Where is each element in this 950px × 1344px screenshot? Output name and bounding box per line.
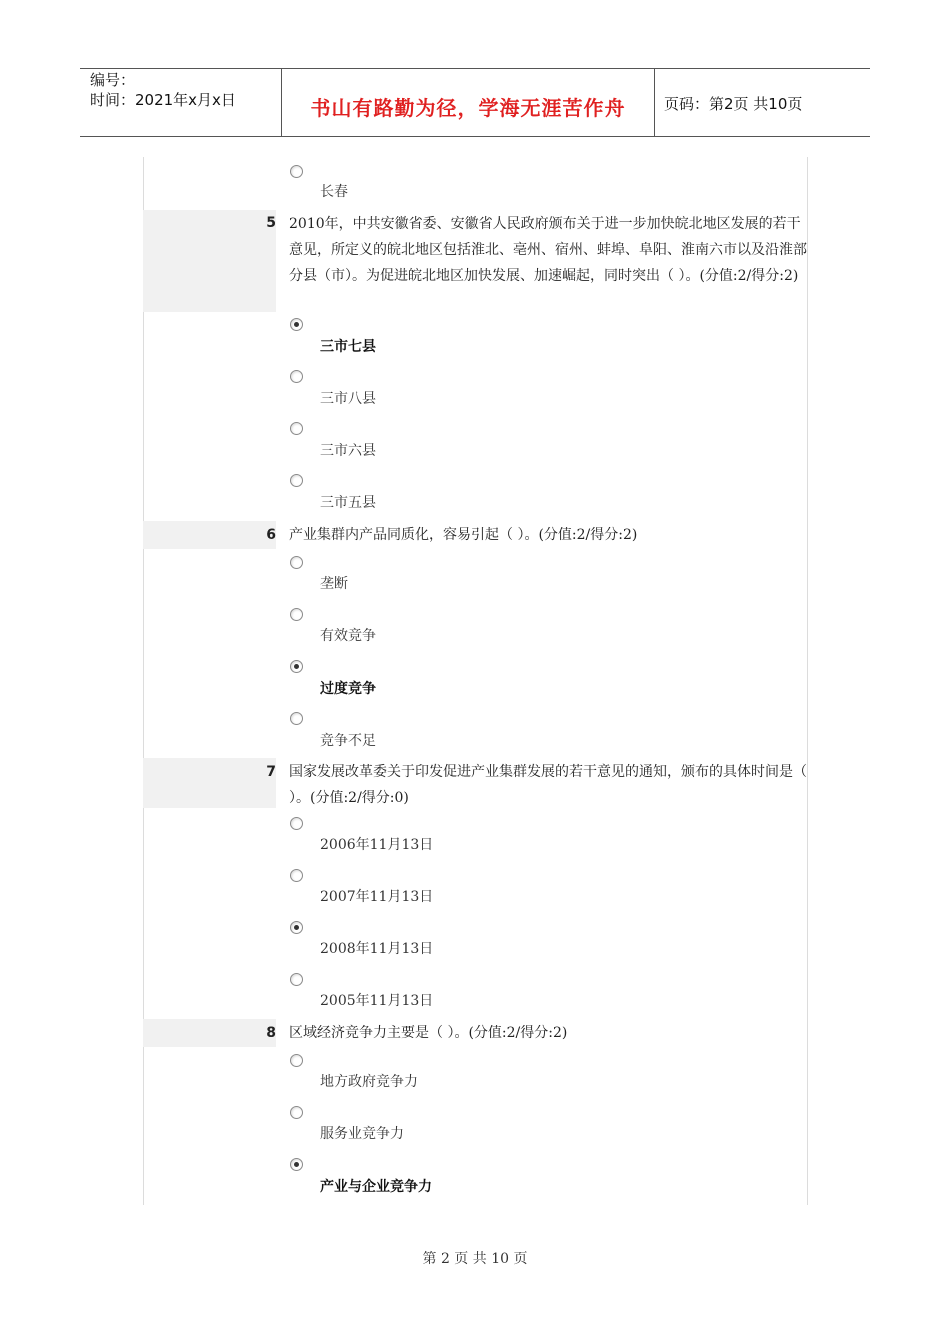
quiz-panel — [143, 157, 808, 1205]
option-label: 垄断 — [320, 576, 348, 592]
option-label: 过度竞争 — [320, 681, 376, 697]
header-info — [90, 70, 236, 110]
question-text: 国家发展改革委关于印发促进产业集群发展的若干意见的通知，颁布的具体时间是（ ）。(分值:2/得分:0) — [289, 764, 807, 806]
radio-q8-option-2[interactable] — [290, 1106, 303, 1119]
date-label: 时间：2021年x月x日 — [90, 91, 236, 109]
radio-q7-option-2[interactable] — [290, 869, 303, 882]
radio-q5-option-1[interactable] — [290, 318, 303, 331]
question-text: 2010年，中共安徽省委、安徽省人民政府颁布关于进一步加快皖北地区发展的若干意见，所定义的皖北地区包括淮北、亳州、宿州、蚌埠、阜阳、淮南六市以及沿淮部分县（市）。为促进皖北地区加快发展、加速崛起，同时突出（ ）。(分值:2/得分:2) — [289, 216, 807, 284]
option-label: 有效竞争 — [320, 628, 376, 644]
radio-q8-option-1[interactable] — [290, 1054, 303, 1067]
option-label: 三市六县 — [320, 443, 376, 459]
radio-q7-option-3[interactable] — [290, 921, 303, 934]
question-number: 5 — [266, 215, 276, 231]
option-label: 三市五县 — [320, 495, 376, 511]
option-label: 2006年11月13日 — [320, 837, 434, 853]
radio-q6-option-4[interactable] — [290, 712, 303, 725]
option-label: 2008年11月13日 — [320, 941, 434, 957]
header-top-rule — [80, 68, 870, 69]
header-page-label: 页码：第2页 共10页 — [664, 95, 803, 113]
option-label: 三市七县 — [320, 339, 376, 355]
radio-q8-option-3[interactable] — [290, 1158, 303, 1171]
question-text: 区域经济竞争力主要是（ ）。(分值:2/得分:2) — [289, 1025, 568, 1041]
radio-q5-option-2[interactable] — [290, 370, 303, 383]
radio-q6-option-1[interactable] — [290, 556, 303, 569]
page-footer: 第 2 页 共 10 页 — [422, 1251, 528, 1267]
question-number: 6 — [266, 527, 276, 543]
radio-q7-option-4[interactable] — [290, 973, 303, 986]
question-number: 8 — [266, 1025, 276, 1041]
option-label: 地方政府竞争力 — [320, 1074, 418, 1090]
header-divider-right — [654, 68, 655, 136]
serial-label: 编号： — [90, 71, 136, 89]
question-number: 7 — [266, 764, 276, 780]
radio-q5-option-4[interactable] — [290, 474, 303, 487]
radio-q5-option-3[interactable] — [290, 422, 303, 435]
option-label: 三市八县 — [320, 391, 376, 407]
header-motto: 书山有路勤为径，学海无涯苦作舟 — [310, 96, 626, 120]
option-label: 长春 — [320, 184, 348, 200]
radio-q7-option-1[interactable] — [290, 817, 303, 830]
option-label: 竞争不足 — [320, 733, 376, 749]
question-text: 产业集群内产品同质化，容易引起（ ）。(分值:2/得分:2) — [289, 527, 638, 543]
option-label: 2007年11月13日 — [320, 889, 434, 905]
option-label: 服务业竞争力 — [320, 1126, 404, 1142]
option-label: 2005年11月13日 — [320, 993, 434, 1009]
option-label: 产业与企业竞争力 — [320, 1179, 432, 1195]
radio-q6-option-2[interactable] — [290, 608, 303, 621]
radio-q6-option-3[interactable] — [290, 660, 303, 673]
header-bottom-rule — [80, 136, 870, 137]
radio-prev-option[interactable] — [290, 165, 303, 178]
